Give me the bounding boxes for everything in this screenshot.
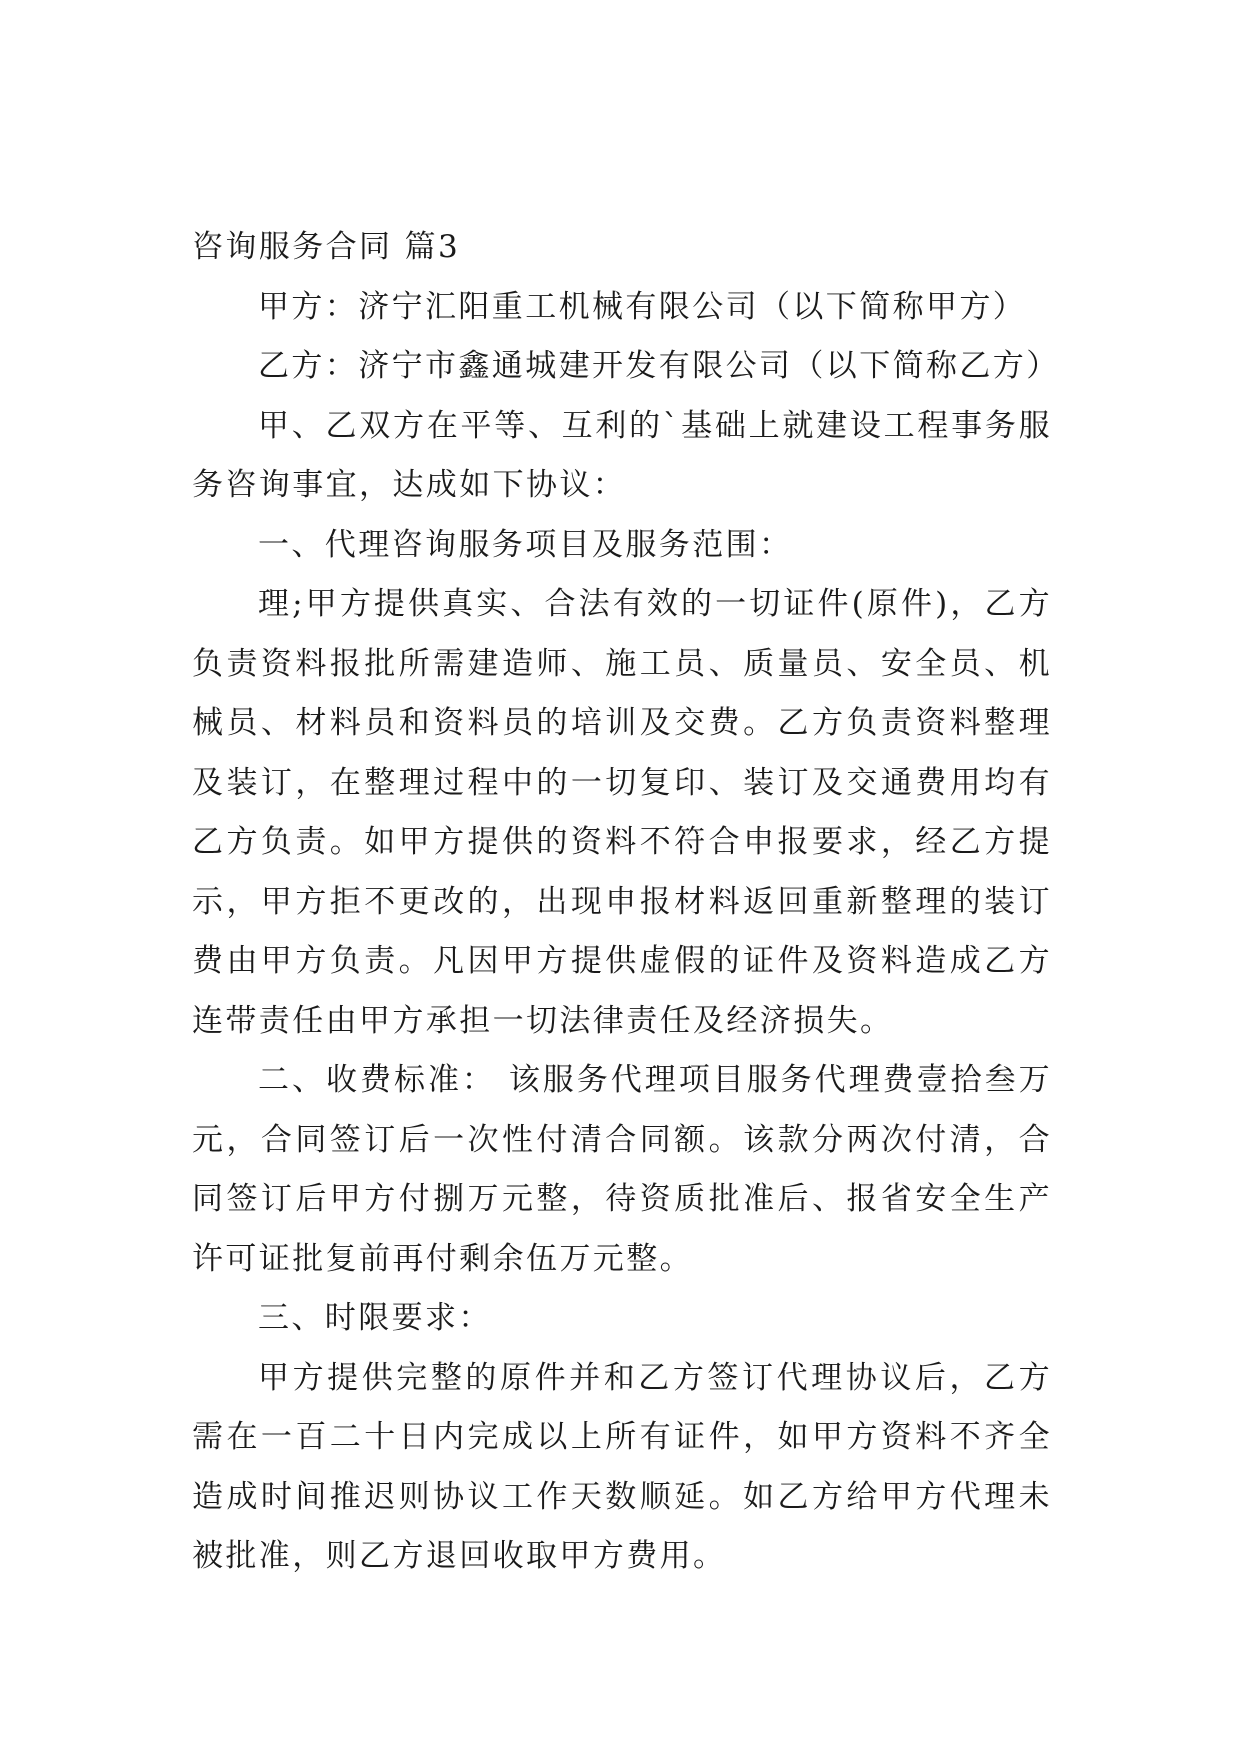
document-body: [192, 218, 1060, 1587]
section-1-body: 理;甲方提供真实、合法有效的一切证件(原件)，乙方负责资料报批所需建造师、施工员、质量员、安全员、机械员、材料员和资料员的培训及交费。乙方负责资料整理及装订，在整理过程中的一切复印、装订及交通费用均有乙方负责。如甲方提供的资料不符合申报要求，经乙方提示，甲方拒不更改的，出现申报材料返回重新整理的装订费由甲方负责。凡因甲方提供虚假的证件及资料造成乙方连带责任由甲方承担一切法律责任及经济损失。: [192, 586, 1052, 1039]
section-2-paragraph: 二、收费标准： 该服务代理项目服务代理费壹拾叁万元，合同签订后一次性付清合同额。该款分两次付清，合同签订后甲方付捌万元整，待资质批准后、报省安全生产许可证批复前再付剩余伍万元整。: [192, 1062, 1052, 1277]
intro-paragraph: 甲、乙双方在平等、互利的`基础上就建设工程事务服务咨询事宜，达成如下协议：: [192, 407, 1052, 503]
section-1-heading: 一、代理咨询服务项目及服务范围：: [258, 526, 793, 563]
document-title: 咨询服务合同 篇3: [192, 229, 461, 265]
party-b: 乙方：济宁市鑫通城建开发有限公司（以下简称乙方）: [258, 348, 1060, 384]
party-a: 甲方：济宁汇阳重工机械有限公司（以下简称甲方）: [258, 288, 1027, 325]
section-3-heading: 三、时限要求：: [258, 1300, 492, 1336]
section-3-body: 甲方提供完整的原件并和乙方签订代理协议后，乙方需在一百二十日内完成以上所有证件，如甲方资料不齐全造成时间推迟则协议工作天数顺延。如乙方给甲方代理未被批准，则乙方退回收取甲方费用。: [192, 1359, 1052, 1574]
